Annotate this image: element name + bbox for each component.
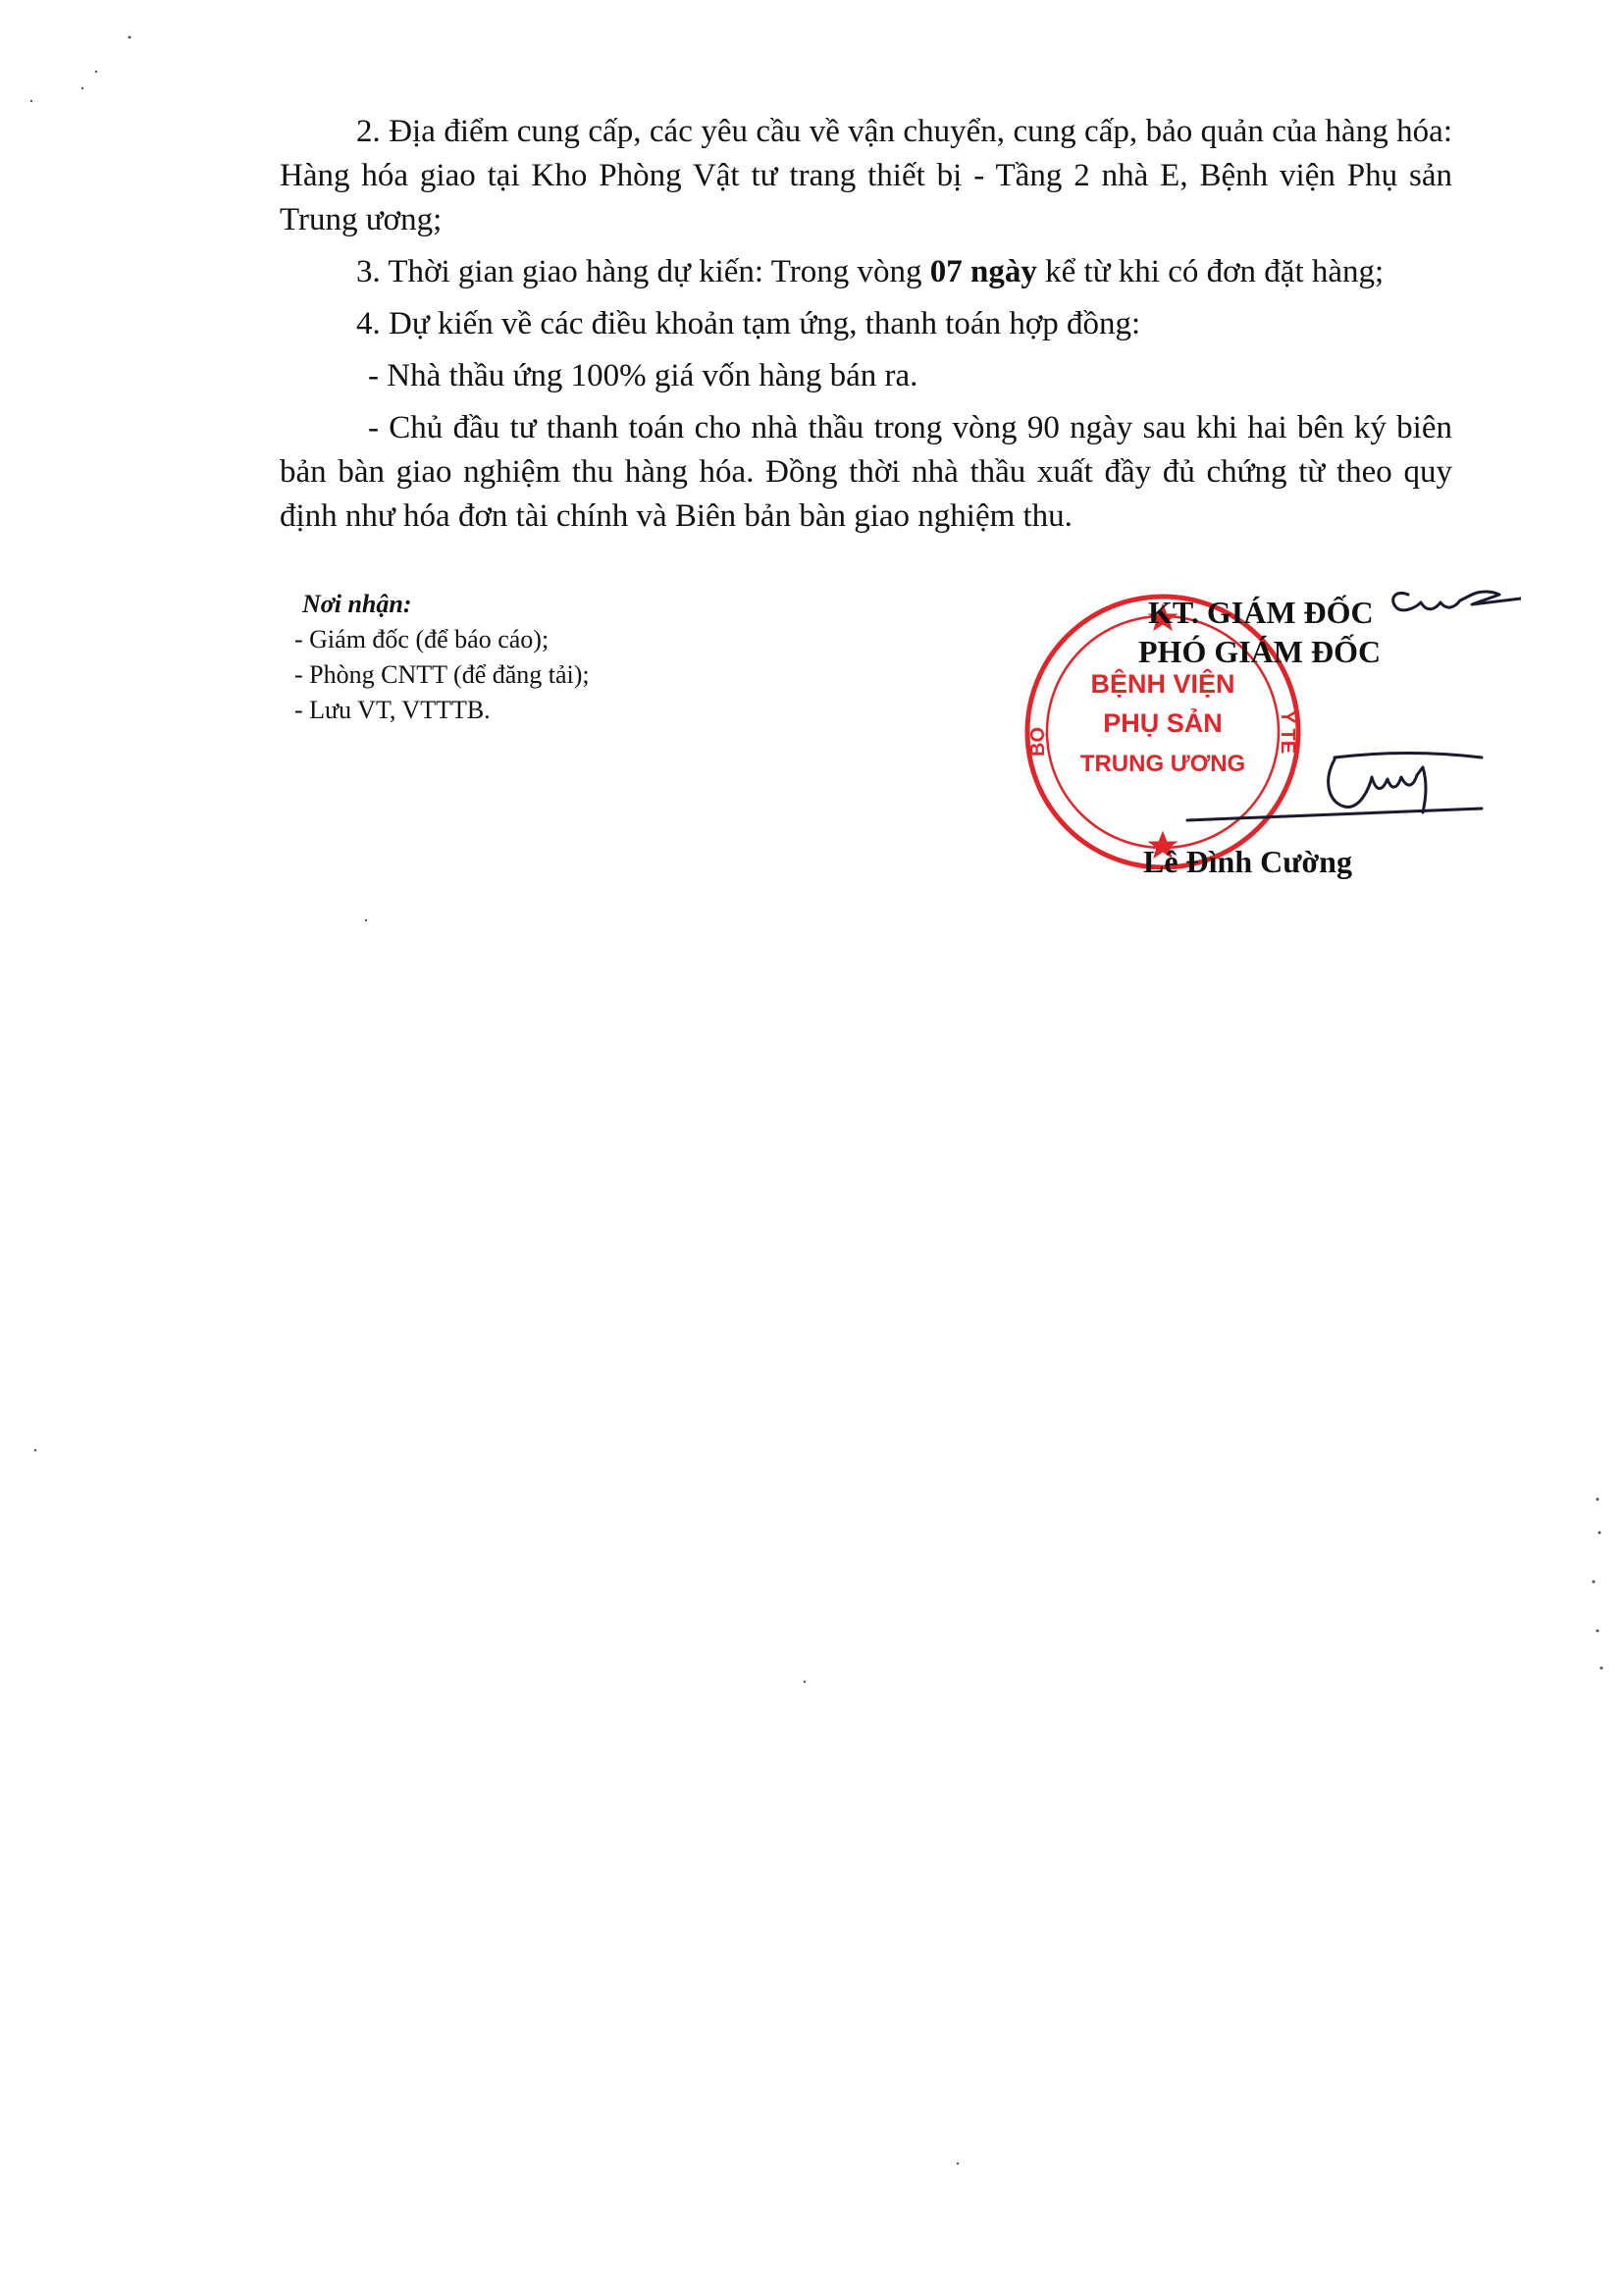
signature-title-line-2: PHÓ GIÁM ĐỐC	[1138, 634, 1382, 669]
signature-block	[1011, 585, 1521, 909]
paragraph-payment: - Chủ đầu tư thanh toán cho nhà thầu trong vòng 90 ngày sau khi hai bên ký biên bản bàn giao nghiệm thu hàng hóa. Đồng thời nhà thầu xuất đầy đủ chứng từ theo quy định như hóa đơn tài chính và Biên bản bàn giao nghiệm thu.	[280, 410, 1452, 534]
paragraph-advance: - Nhà thầu ứng 100% giá vốn hàng bán ra.	[368, 358, 918, 393]
paragraph-delivery-location: 2. Địa điểm cung cấp, các yêu cầu về vận chuyển, cung cấp, bảo quản của hàng hóa: Hàng hóa giao tại Kho Phòng Vật tư trang thiết bị - Tầng 2 nhà E, Bệnh viện Phụ sản Trung ương;	[280, 114, 1452, 237]
paragraph-delivery-time	[280, 250, 1452, 294]
recipient-item: - Giám đốc (để báo cáo);	[294, 625, 550, 653]
signature-title-line-1: KT. GIÁM ĐỐC	[1148, 595, 1374, 630]
delivery-days: 07 ngày	[929, 254, 1037, 289]
delivery-time-suffix: kể từ khi có đơn đặt hàng;	[1036, 254, 1385, 289]
seal-line-2: PHỤ SẢN	[1103, 708, 1223, 738]
seal-left-text: BỘ	[1027, 727, 1049, 757]
recipient-item: - Phòng CNTT (để đăng tải);	[294, 660, 590, 689]
seal-right-text: Y TẾ	[1277, 709, 1298, 755]
delivery-time-prefix: 3. Thời gian giao hàng dự kiến: Trong vòng	[356, 254, 930, 289]
seal-line-3: TRUNG ƯƠNG	[1079, 751, 1246, 777]
paragraph-payment-terms: 4. Dự kiến về các điều khoản tạm ứng, thanh toán hợp đồng:	[356, 306, 1141, 341]
recipients-title: Nơi nhận:	[302, 590, 412, 618]
recipients-block	[294, 587, 805, 728]
signer-name: Lê Đình Cường	[1143, 844, 1352, 879]
document-body	[280, 110, 1452, 547]
recipient-item: - Lưu VT, VTTTB.	[294, 696, 491, 724]
seal-line-1: BỆNH VIỆN	[1090, 669, 1235, 699]
